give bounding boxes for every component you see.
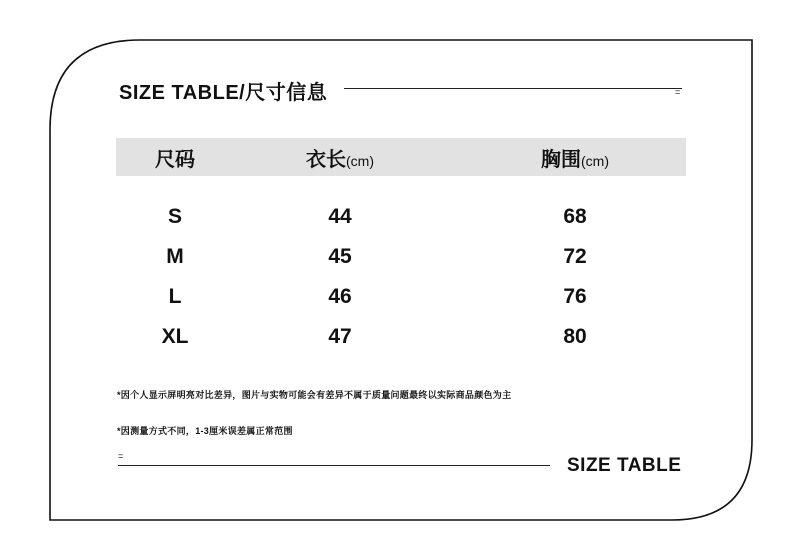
size-cell: XL bbox=[161, 325, 189, 348]
column-header-size bbox=[120, 143, 230, 172]
size-cell: L bbox=[168, 285, 182, 308]
length-cell: 47 bbox=[328, 325, 352, 348]
title-rule-mark: = bbox=[675, 87, 681, 97]
length-cell: 46 bbox=[328, 285, 352, 308]
length-cell: 44 bbox=[328, 205, 352, 228]
column-header-label: 胸围 bbox=[541, 149, 581, 171]
chest-cell: 72 bbox=[563, 245, 587, 268]
column-header-length bbox=[285, 143, 395, 172]
column-header-unit: (cm) bbox=[581, 153, 609, 169]
title-rule bbox=[344, 88, 682, 89]
size-cell: S bbox=[167, 205, 182, 228]
size-cell: M bbox=[166, 245, 184, 268]
footer-rule-mark: = bbox=[118, 451, 124, 461]
chest-cell: 68 bbox=[563, 205, 587, 228]
chest-cell: 80 bbox=[563, 325, 587, 348]
length-cell: 45 bbox=[328, 245, 352, 268]
page-title: SIZE TABLE/尺寸信息 bbox=[119, 82, 328, 104]
column-header-label: 衣长 bbox=[306, 149, 346, 171]
footer-rule bbox=[118, 465, 550, 466]
column-header-chest bbox=[515, 143, 635, 172]
note-display-difference: *因个人显示屏明亮对比差异，图片与实物可能会有差异不属于质量问题最终以实际商品颜色为主 bbox=[117, 390, 512, 400]
footer-title: SIZE TABLE bbox=[567, 455, 682, 476]
column-header-unit: (cm) bbox=[346, 153, 374, 169]
chest-cell: 76 bbox=[563, 285, 587, 308]
note-measurement-tolerance: *因测量方式不同，1-3厘米误差属正常范围 bbox=[117, 426, 293, 436]
column-header-label: 尺码 bbox=[155, 149, 195, 171]
